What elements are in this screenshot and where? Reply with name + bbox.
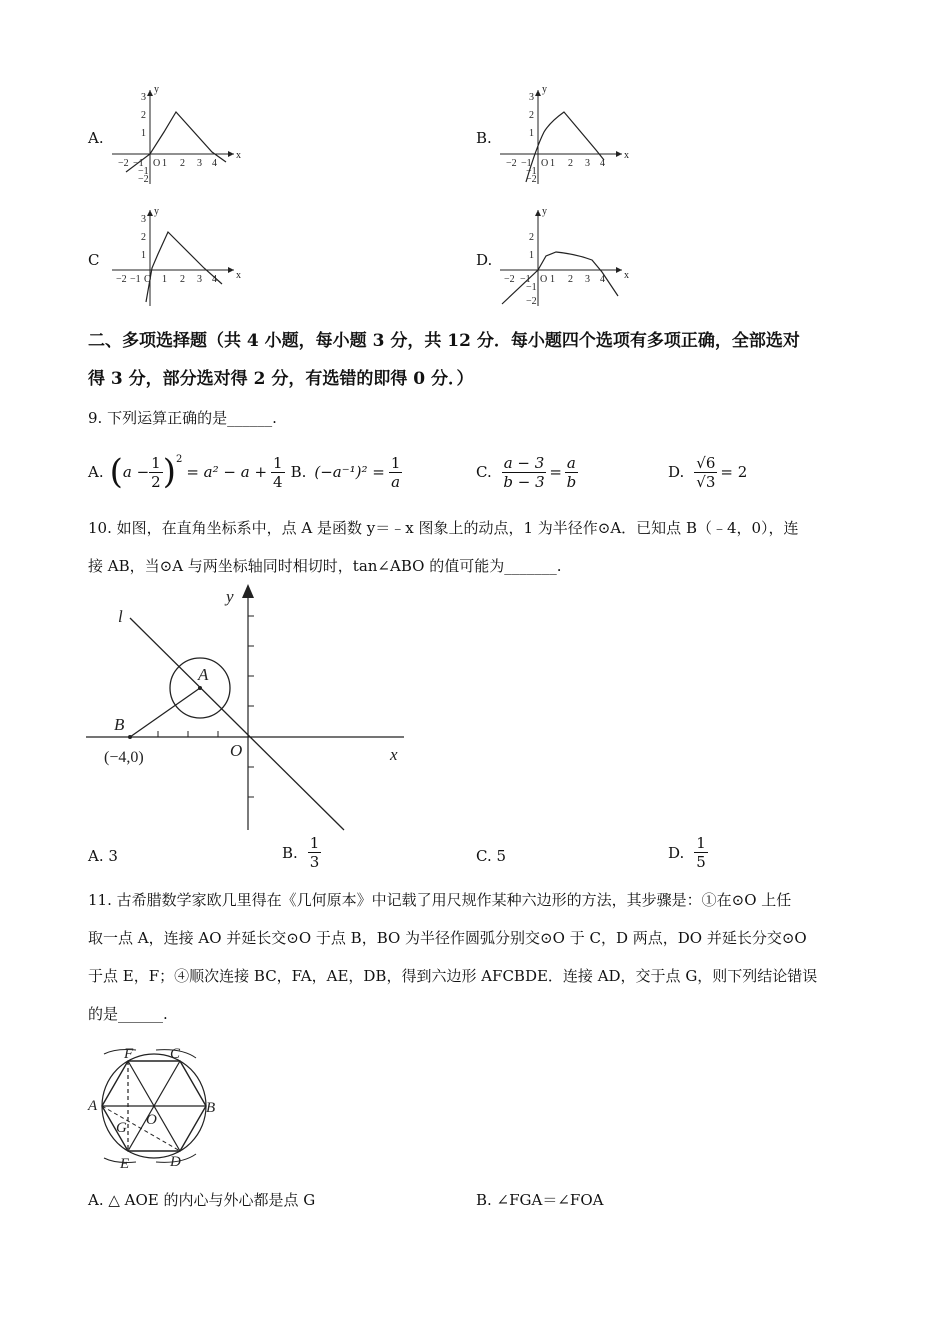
- graph-a-tick: 2: [180, 158, 185, 169]
- q11-line2: 取一点 A，连接 AO 并延长交⊙O 于点 B，BO 为半径作圆弧分别交⊙O 于 C，D 两点，DO 并延长分交⊙O: [88, 929, 807, 947]
- q10-option-d: [668, 834, 708, 871]
- q10-label-b: B: [114, 715, 125, 734]
- graph-d-tick: −2: [526, 296, 537, 307]
- q10-b-num: 1: [309, 834, 320, 852]
- graph-a-tick: −1: [138, 166, 149, 177]
- q10-label-o: O: [230, 741, 243, 760]
- graph-c-tick: 3: [141, 214, 146, 225]
- graph-c-tick: 3: [197, 274, 202, 285]
- q10-d-label: D.: [668, 843, 685, 862]
- graph-d-tick: 2: [529, 232, 534, 243]
- q8-option-a-label: A.: [88, 129, 104, 147]
- q8-graph-b: [496, 84, 636, 188]
- graph-c-tick: 2: [180, 274, 185, 285]
- q9-a-rhs: = a² − a +: [186, 463, 268, 481]
- q8-graph-c: [108, 206, 248, 310]
- q8-option-d-label: D.: [476, 251, 493, 269]
- graph-a-tick: −1: [133, 158, 144, 169]
- q10-b-den: 3: [309, 853, 320, 871]
- q11-label-c: C: [170, 1046, 181, 1062]
- q10-figure: [84, 584, 414, 836]
- graph-c-tick: 4: [212, 274, 217, 285]
- q10-label-a: A: [198, 665, 209, 684]
- graph-c-tick: −1: [130, 274, 141, 285]
- graph-c-tick: 2: [141, 232, 146, 243]
- graph-d-tick: −1: [520, 274, 531, 285]
- q10-line1: 10. 如图，在直角坐标系中，点 A 是函数 y＝﹣x 图象上的动点，1 为半径作⊙A．已知点 B（﹣4，0），连: [88, 519, 799, 537]
- graph-b-tick: 2: [529, 110, 534, 121]
- q9-a-lparen: (: [109, 452, 123, 492]
- q11-label-e: E: [120, 1156, 130, 1172]
- graph-b-tick: 3: [585, 158, 590, 169]
- q9-stem: 9. 下列运算正确的是______.: [88, 409, 277, 427]
- graph-b-tick: 4: [600, 158, 605, 169]
- graph-d-tick: 2: [568, 274, 573, 285]
- q11-label-b: B: [206, 1100, 216, 1116]
- graph-d-x-label: x: [624, 270, 629, 281]
- q10-line-l: [130, 618, 344, 830]
- q9-a-rparen: ): [162, 452, 176, 492]
- graph-d-y-label: y: [542, 206, 547, 217]
- q10-label-b-coord: (−4,0): [104, 749, 144, 766]
- graph-a-tick: 1: [162, 158, 167, 169]
- graph-d-tick: 3: [585, 274, 590, 285]
- q11-line4: 的是______.: [88, 1005, 168, 1023]
- q10-y-arrow: [242, 584, 254, 598]
- graph-b-tick: −2: [526, 174, 537, 185]
- q10-label-y: y: [226, 587, 234, 606]
- q11-figure: [86, 1040, 222, 1172]
- graph-c-tick: 1: [162, 274, 167, 285]
- q9-option-d: [668, 448, 747, 496]
- graph-b-tick: −1: [526, 166, 537, 177]
- q9-b-label: B.: [290, 463, 307, 481]
- q10-option-b: [282, 834, 321, 871]
- graph-c-origin: O: [144, 274, 152, 285]
- graph-c-tick: −2: [116, 274, 127, 285]
- q9-b-den: a: [391, 472, 401, 491]
- q10-label-x: x: [390, 745, 398, 764]
- q9-a-expr: a −: [122, 463, 150, 481]
- q9-c-den2: b: [566, 472, 577, 491]
- graph-b-tick: −1: [521, 158, 532, 169]
- q11-label-a: A: [88, 1098, 98, 1114]
- graph-a-origin: O: [153, 158, 161, 169]
- q10-segment-ab: [130, 688, 200, 737]
- q9-option-c: [476, 448, 578, 496]
- graph-a-tick: 2: [141, 110, 146, 121]
- q9-c-eq: =: [549, 463, 562, 481]
- graph-a-tick: 1: [141, 128, 146, 139]
- q8-option-b-label: B.: [476, 129, 492, 147]
- graph-b-origin: O: [541, 158, 549, 169]
- section-heading-line1: 二、多项选择题（共 4 小题，每小题 3 分，共 12 分．每小题四个选项有多项正确，全部选对: [88, 331, 800, 351]
- q10-d-num: 1: [696, 834, 706, 852]
- graph-b-tick: 3: [529, 92, 534, 103]
- q11-segment-ad: [102, 1106, 180, 1151]
- graph-b-tick: 1: [529, 128, 534, 139]
- graph-d-tick: 1: [550, 274, 555, 285]
- q11-label-d: D: [170, 1154, 181, 1170]
- q9-a-half-num: 1: [151, 453, 161, 472]
- q9-a-half-den: 2: [151, 472, 161, 491]
- q9-a-label: A.: [88, 463, 104, 481]
- q10-option-a: A. 3: [88, 847, 118, 865]
- graph-b-y-label: y: [542, 84, 547, 95]
- q9-a-q-num: 1: [273, 453, 283, 472]
- graph-a-tick: 4: [212, 158, 217, 169]
- graph-c-tick: 1: [141, 250, 146, 261]
- q10-option-c: C. 5: [476, 847, 507, 865]
- graph-a-tick: 3: [141, 92, 146, 103]
- q9-c-label: C.: [476, 463, 492, 481]
- q9-c-num1: a − 3: [503, 453, 545, 472]
- q8-graph-a: [108, 84, 248, 188]
- q9-a-q-den: 4: [273, 472, 283, 491]
- graph-d-origin: O: [540, 274, 548, 285]
- q11-option-b: B. ∠FGA＝∠FOA: [476, 1191, 604, 1209]
- q8-graph-d: [496, 206, 636, 310]
- graph-d-tick: 1: [529, 250, 534, 261]
- graph-b-tick: 1: [550, 158, 555, 169]
- q8-option-c-label: C: [88, 251, 100, 269]
- graph-c-curve: [146, 232, 222, 302]
- graph-a-tick: −2: [118, 158, 129, 169]
- q10-line2: 接 AB，当⊙A 与两坐标轴同时相切时，tan∠ABO 的值可能为_______.: [88, 557, 562, 575]
- q9-a-exp: 2: [175, 454, 183, 465]
- q10-b-label: B.: [282, 843, 298, 862]
- graph-a-tick: 3: [197, 158, 202, 169]
- q10-label-l: l: [118, 607, 123, 626]
- q11-label-f: F: [124, 1046, 134, 1062]
- graph-c-y-label: y: [154, 206, 159, 217]
- graph-a-tick: −2: [138, 174, 149, 185]
- q9-d-rhs: = 2: [720, 463, 748, 481]
- q9-b-expr: (−a⁻¹)² =: [314, 463, 385, 481]
- graph-d-tick: 4: [600, 274, 605, 285]
- q9-c-num2: a: [566, 453, 576, 472]
- q11-label-o: O: [146, 1112, 157, 1128]
- q9-d-den: √3: [696, 472, 716, 491]
- graph-a-x-label: x: [236, 150, 241, 161]
- graph-a-y-label: y: [154, 84, 159, 95]
- q11-line3: 于点 E，F；④顺次连接 BC，FA，AE，DB，得到六边形 AFCBDE．连接 AD，交于点 G，则下列结论错误: [88, 967, 818, 985]
- q11-label-g: G: [116, 1120, 127, 1136]
- q10-d-den: 5: [696, 853, 706, 871]
- q9-option-a: [88, 448, 402, 496]
- q11-line1: 11. 古希腊数学家欧几里得在《几何原本》中记载了用尺规作某种六边形的方法，其步骤是：①在⊙O 上任: [88, 891, 792, 909]
- q9-c-den1: b − 3: [503, 472, 545, 491]
- section-heading-line2: 得 3 分，部分选对得 2 分，有选错的即得 0 分．）: [88, 369, 474, 389]
- q11-option-a: A. △ AOE 的内心与外心都是点 G: [88, 1191, 316, 1209]
- q10-point-b: [128, 735, 132, 739]
- graph-b-x-label: x: [624, 150, 629, 161]
- graph-c-x-label: x: [236, 270, 241, 281]
- graph-d-tick: −2: [504, 274, 515, 285]
- q9-d-label: D.: [668, 463, 685, 481]
- q9-b-num: 1: [390, 453, 401, 472]
- q9-d-num: √6: [696, 453, 716, 472]
- graph-b-tick: 2: [568, 158, 573, 169]
- graph-d-tick: −1: [526, 282, 537, 293]
- graph-b-tick: −2: [506, 158, 517, 169]
